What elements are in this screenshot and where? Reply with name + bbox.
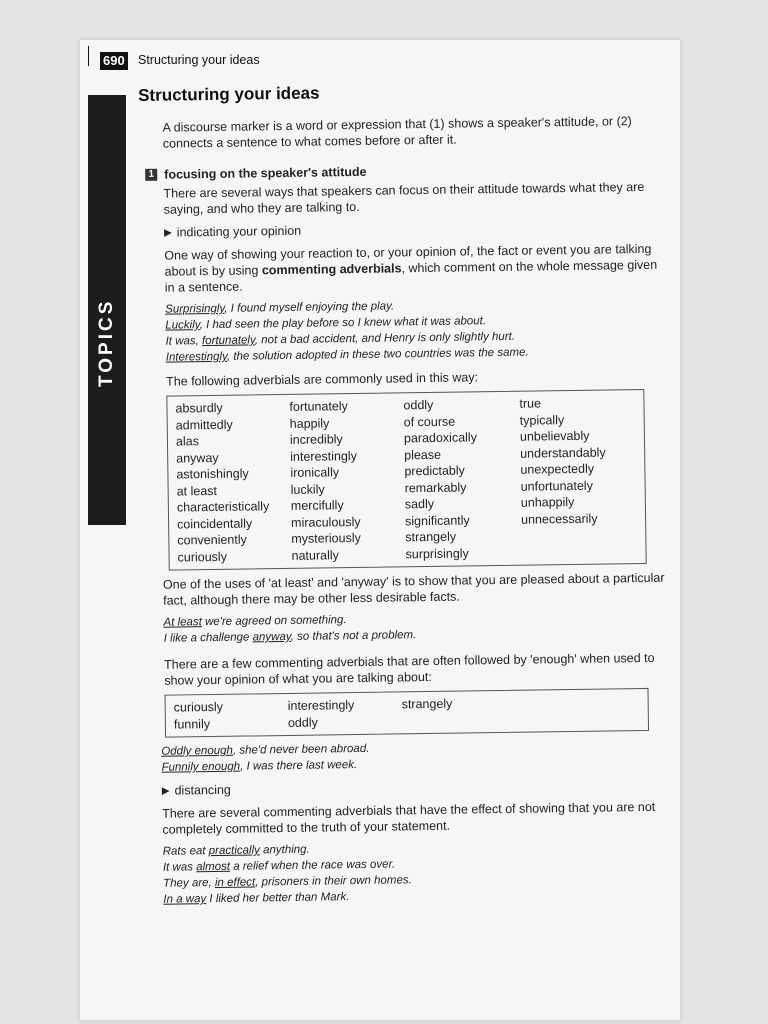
adverbial: interestingly <box>290 448 357 464</box>
enough-column-1 <box>174 698 288 733</box>
topics-label <box>97 353 117 387</box>
adverbial: sadly <box>404 496 435 512</box>
adverbial: unnecessarily <box>520 511 598 527</box>
adverbials-column-3 <box>403 396 521 563</box>
adverbial: strangely <box>401 696 453 712</box>
enough-examples <box>161 737 672 776</box>
adverbial: characteristically <box>176 499 270 515</box>
enough-box <box>165 688 650 738</box>
adverbial: mercifully <box>290 498 344 513</box>
adverbials-column-1 <box>175 399 291 566</box>
example-rest: I liked her better than Mark. <box>206 891 350 906</box>
example-keyword: At least <box>163 616 202 629</box>
adverbial: oddly <box>287 715 318 730</box>
at-least-examples <box>163 608 670 647</box>
adverbial: significantly <box>404 512 470 528</box>
page-number: 690 <box>100 52 128 70</box>
enough-paragraph: There are a few commenting adverbials that are often followed by 'enough' when used to show your opinion of what you are talking about: <box>163 650 655 688</box>
subheading-label: indicating your opinion <box>176 223 302 240</box>
adverbial: curiously <box>177 549 228 564</box>
at-least-paragraph: One of the uses of 'at least' and 'anyway' is to show that you are pleased about a particular fact, although there may be other less desirable facts. <box>162 570 665 608</box>
adverbial: unbelievably <box>519 428 590 444</box>
opinion-paragraph <box>164 241 666 296</box>
example-pre: I like a challenge <box>163 631 253 645</box>
adverbial: of course <box>403 414 456 429</box>
adverbial: understandably <box>520 445 606 461</box>
adverbials-box <box>166 389 646 571</box>
adverbial: admittedly <box>175 417 233 433</box>
adverbial: fortunately <box>289 399 348 414</box>
example-keyword: Surprisingly <box>165 302 225 316</box>
book-page <box>80 40 680 1020</box>
adverbial: paradoxically <box>403 430 478 446</box>
adverbial: ironically <box>290 465 340 480</box>
section-number-badge: 1 <box>145 169 157 181</box>
section-1-heading <box>145 161 664 182</box>
adverbial: strangely <box>405 529 457 545</box>
example-keyword: practically <box>208 844 260 858</box>
adverbial: unfortunately <box>520 478 593 494</box>
adverbial: funnily <box>173 716 211 732</box>
adverbial: alas <box>175 434 200 449</box>
adverbial: incredibly <box>289 432 343 447</box>
opinion-examples <box>165 295 667 366</box>
example-keyword: anyway <box>252 630 291 644</box>
adverbial: mysteriously <box>291 530 361 546</box>
example-rest: , I had seen the play before so I knew what it was about. <box>199 315 487 332</box>
adverbial: interestingly <box>287 698 355 713</box>
adverbial: true <box>519 396 542 411</box>
example-rest: anything. <box>259 843 310 857</box>
adverbial: surprisingly <box>405 545 469 561</box>
example-keyword: fortunately <box>201 334 255 348</box>
example-rest: , so that's not a problem. <box>290 629 417 643</box>
example-pre: It was, <box>165 335 203 348</box>
example-rest: , prisoners in their own homes. <box>255 874 412 889</box>
example-keyword: Funnily enough <box>161 760 241 774</box>
adverbial: typically <box>519 412 565 428</box>
term-commenting-adverbials: commenting adverbials <box>261 261 402 278</box>
adverbial: luckily <box>290 481 325 497</box>
adverbial: conveniently <box>177 532 247 548</box>
adverbial: at least <box>176 483 218 498</box>
running-head: Structuring your ideas <box>138 53 260 67</box>
distancing-examples <box>163 837 675 908</box>
adverbial: predictably <box>404 463 465 479</box>
example-keyword: Luckily <box>165 319 200 332</box>
opinion-text-b: , which comment on the whole message given in a sentence. <box>164 257 658 295</box>
example-keyword: in effect <box>214 876 256 890</box>
adverbial: unhappily <box>520 494 575 510</box>
example-rest: , I found myself enjoying the play. <box>224 300 395 315</box>
example-pre: They are, <box>163 877 216 890</box>
intro-paragraph: A discourse marker is a word or expression that (1) shows a speaker's attitude, or (2) connects a sentence to what comes before or after it. <box>162 114 632 151</box>
example-rest: , I was there last week. <box>240 759 358 773</box>
example-keyword: In a way <box>163 893 207 906</box>
adverbial: absurdly <box>175 400 223 416</box>
adverbial: astonishingly <box>176 466 249 482</box>
adverbial: happily <box>289 415 330 431</box>
adverbial: naturally <box>291 547 339 563</box>
adverbials-column-4 <box>519 394 637 561</box>
adverbial: remarkably <box>404 479 467 495</box>
adverbial: please <box>404 447 442 462</box>
section-title: focusing on the speaker's attitude <box>164 164 367 182</box>
example-rest: , not a bad accident, and Henry is only slightly hurt. <box>254 330 516 347</box>
subheading-distancing <box>162 777 673 798</box>
opinion-text-a: One way of showing your reaction to, or your opinion of, the fact or event you are talking about is by using <box>164 241 652 279</box>
adverbials-column-2 <box>289 397 405 564</box>
enough-column-3 <box>402 693 640 729</box>
adverbial: oddly <box>403 397 434 413</box>
triangle-bullet-icon: ▶ <box>163 227 172 239</box>
distancing-paragraph: There are several commenting adverbials that have the effect of showing that you are not completely committed to the truth of your statement. <box>162 799 656 837</box>
example-pre: Rats eat <box>162 845 209 858</box>
example-keyword: Interestingly <box>165 350 228 364</box>
adverbial: anyway <box>176 450 219 466</box>
adverbial: miraculously <box>291 514 361 530</box>
enough-column-2 <box>288 696 402 731</box>
adverbial: coincidentally <box>177 515 253 531</box>
page-edge-mark <box>88 46 89 66</box>
adverbial: curiously <box>173 699 224 715</box>
page-title: Structuring your ideas <box>138 83 320 105</box>
example-keyword: Oddly enough <box>161 744 233 758</box>
section-1-text: There are several ways that speakers can focus on their attitude towards what they are saying, and who they are talking to. <box>163 179 645 217</box>
subheading-label: distancing <box>174 782 231 798</box>
example-rest: a relief when the race was over. <box>229 858 396 873</box>
example-rest: , she'd never been abroad. <box>232 742 370 757</box>
triangle-bullet-icon: ▶ <box>161 785 170 797</box>
adverbial: unexpectedly <box>520 461 595 477</box>
example-pre: It was <box>162 861 197 874</box>
page-content <box>138 79 674 908</box>
list-intro: The following adverbials are commonly used in this way: <box>166 370 479 389</box>
example-rest: we're agreed on something. <box>201 614 347 629</box>
subheading-opinion <box>164 219 665 240</box>
example-keyword: almost <box>196 860 231 874</box>
example-rest: , the solution adopted in these two countries was the same. <box>226 346 529 363</box>
